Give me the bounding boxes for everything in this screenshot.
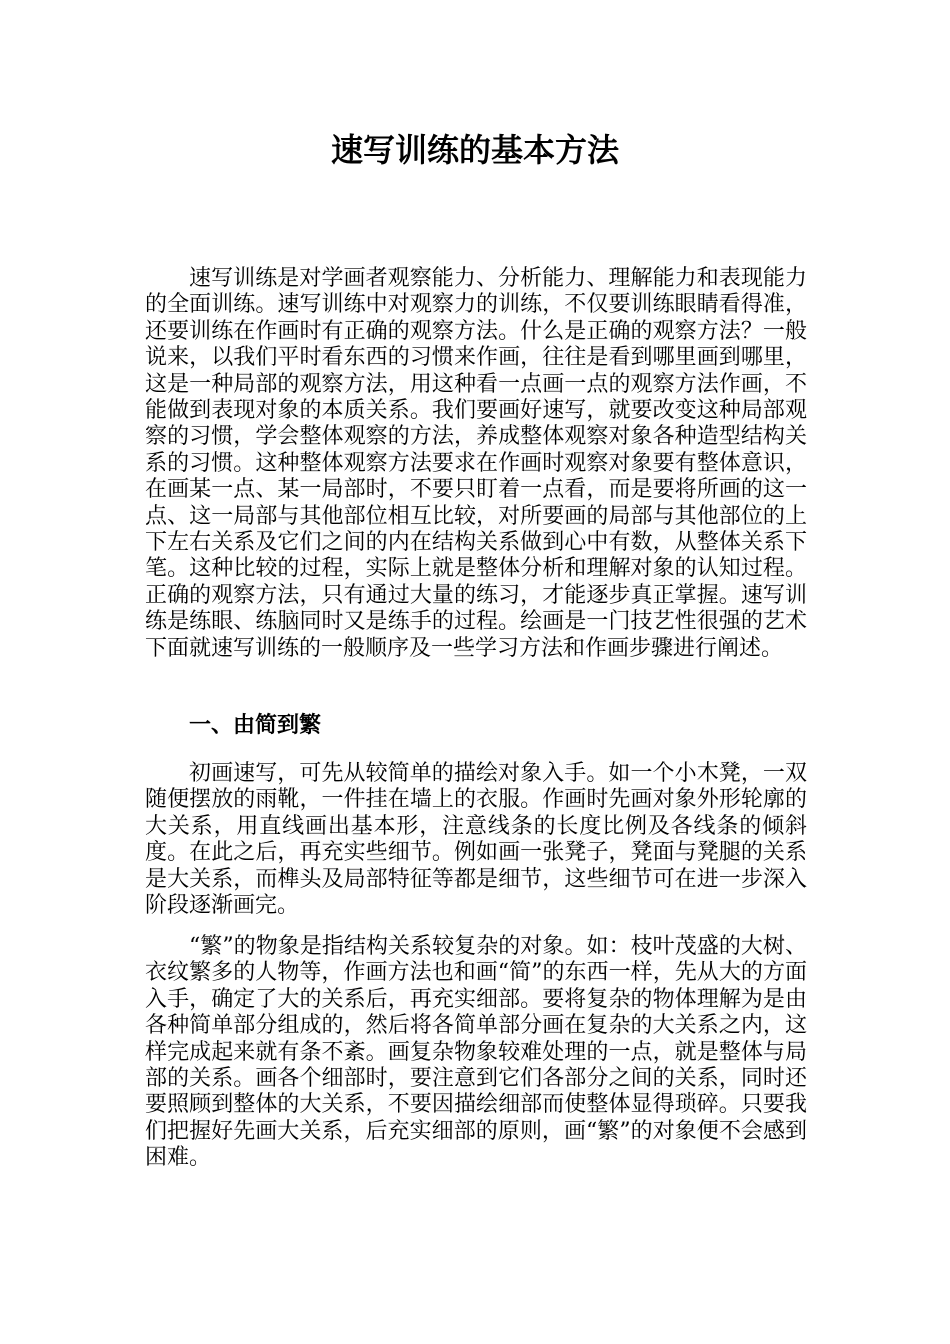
intro-paragraph: 速写训练是对学画者观察能力、分析能力、理解能力和表现能力的全面训练。速写训练中对观察力的训练，不仅要训练眼睛看得准，还要训练在作画时有正确的观察方法。什么是正确的观察方法？一般说来，以我们平时看东西的习惯来作画，往往是看到哪里画到哪里，这是一种局部的观察方法，用这种看一点画一点的观察方法作画，不能做到表现对象的本质关系。我们要画好速写，就要改变这种局部观察的习惯，学会整体观察的方法，养成整体观察对象各种造型结构关系的习惯。这种整体观察方法要求在作画时观察对象要有整体意识，在画某一点、某一局部时，不要只盯着一点看，而是要将所画的这一点、这一局部与其他部位相互比较，对所要画的局部与其他部位的上下左右关系及它们之间的内在结构关系做到心中有数，从整体关系下笔。这种比较的过程，实际上就是整体分析和理解对象的认知过程。正确的观察方法，只有通过大量的练习，才能逐步真正掌握。速写训练是练眼、练脑同时又是练手的过程。绘画是一门技艺性很强的艺术下面就速写训练的一般顺序及一些学习方法和作画步骤进行阐述。 [145,266,807,661]
section-paragraph-2: “繁”的物象是指结构关系较复杂的对象。如：枝叶茂盛的大树、衣纹繁多的人物等，作画方法也和画“简”的东西一样，先从大的方面入手，确定了大的关系后，再充实细部。要将复杂的物体理解为是由各种简单部分组成的，然后将各简单部分画在复杂的大关系之内，这样完成起来就有条不紊。画复杂物象较难处理的一点，就是整体与局部的关系。画各个细部时，要注意到它们各部分之间的关系，同时还要照顾到整体的大关系，不要因描绘细部而使整体显得琐碎。只要我们把握好先画大关系，后充实细部的原则，画“繁”的对象便不会感到困难。 [145,934,807,1171]
section-paragraph-1: 初画速写，可先从较简单的描绘对象入手。如一个小木凳，一双随便摆放的雨靴，一件挂在墙上的衣服。作画时先画对象外形轮廓的大关系，用直线画出基本形，注意线条的长度比例及各线条的倾斜度。在此之后，再充实些细节。例如画一张凳子，凳面与凳腿的关系是大关系，而榫头及局部特征等都是细节，这些细节可在进一步深入阶段逐渐画完。 [145,761,807,919]
section-heading: 一、由简到繁 [189,713,322,738]
document-title: 速写训练的基本方法 [330,131,619,169]
